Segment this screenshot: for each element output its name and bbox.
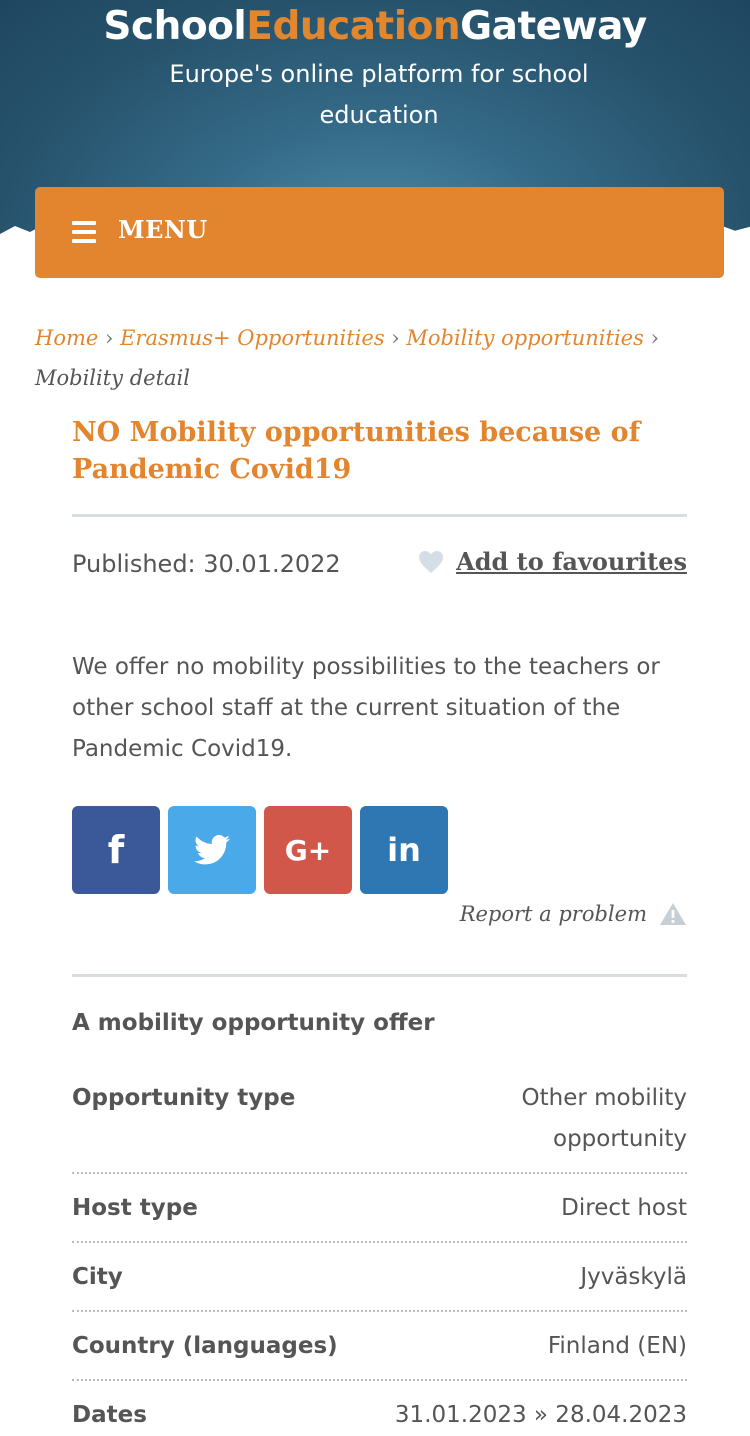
breadcrumb-mobility-opportunities[interactable]: Mobility opportunities (406, 326, 644, 350)
logo-gateway: Gateway (460, 4, 647, 49)
linkedin-icon: in (387, 831, 421, 869)
add-to-favourites-link[interactable] (418, 547, 687, 576)
detail-label: Country (languages) (72, 1333, 338, 1359)
details-table (72, 1078, 687, 1436)
site-logo[interactable] (0, 4, 750, 49)
breadcrumb (35, 318, 725, 398)
googleplus-icon: G+ (284, 833, 332, 867)
menu-label: MENU (118, 215, 208, 244)
detail-row-host-type (72, 1188, 687, 1243)
share-googleplus-button[interactable] (264, 806, 352, 894)
detail-label: Host type (72, 1195, 198, 1221)
detail-value: Other mobility opportunity (521, 1085, 687, 1152)
section-divider (72, 974, 687, 977)
detail-value: Jyväskylä (580, 1264, 687, 1290)
breadcrumb-separator: › (650, 326, 659, 350)
share-buttons (72, 806, 456, 894)
detail-label: Opportunity type (72, 1085, 296, 1111)
site-tagline: Europe's online platform for school education (169, 60, 589, 129)
report-problem-link[interactable] (460, 902, 687, 926)
page-title: NO Mobility opportunities because of Pandemic Covid19 (72, 417, 641, 485)
detail-row-city (72, 1257, 687, 1312)
add-to-favourites-label: Add to favourites (456, 547, 687, 576)
hamburger-icon (72, 221, 96, 243)
share-linkedin-button[interactable] (360, 806, 448, 894)
breadcrumb-separator: › (391, 326, 400, 350)
warning-icon (659, 902, 687, 926)
twitter-icon (194, 835, 230, 865)
logo-education: Education (246, 4, 461, 49)
opportunity-description: We offer no mobility possibilities to the teachers or other school staff at the current situation of the Pandemic Covid19. (72, 654, 660, 762)
detail-value: 31.01.2023 » 28.04.2023 (394, 1402, 687, 1428)
detail-value: Finland (EN) (547, 1333, 687, 1359)
menu-button[interactable] (35, 187, 724, 278)
share-facebook-button[interactable] (72, 806, 160, 894)
detail-row-opportunity-type (72, 1078, 687, 1174)
heart-icon (418, 550, 444, 574)
published-date: Published: 30.01.2022 (72, 550, 341, 578)
breadcrumb-separator: › (105, 326, 114, 350)
details-section-title: A mobility opportunity offer (72, 1010, 435, 1036)
breadcrumb-current: Mobility detail (35, 366, 190, 390)
report-problem-label: Report a problem (459, 902, 647, 926)
facebook-icon: f (107, 828, 125, 872)
detail-row-dates (72, 1395, 687, 1436)
logo-school: School (103, 4, 247, 49)
breadcrumb-erasmus-opportunities[interactable]: Erasmus+ Opportunities (120, 326, 385, 350)
share-twitter-button[interactable] (168, 806, 256, 894)
detail-label: City (72, 1264, 123, 1290)
detail-value: Direct host (561, 1195, 687, 1221)
breadcrumb-home[interactable]: Home (35, 326, 99, 350)
detail-row-country-languages (72, 1326, 687, 1381)
title-divider (72, 514, 687, 517)
detail-label: Dates (72, 1402, 147, 1428)
